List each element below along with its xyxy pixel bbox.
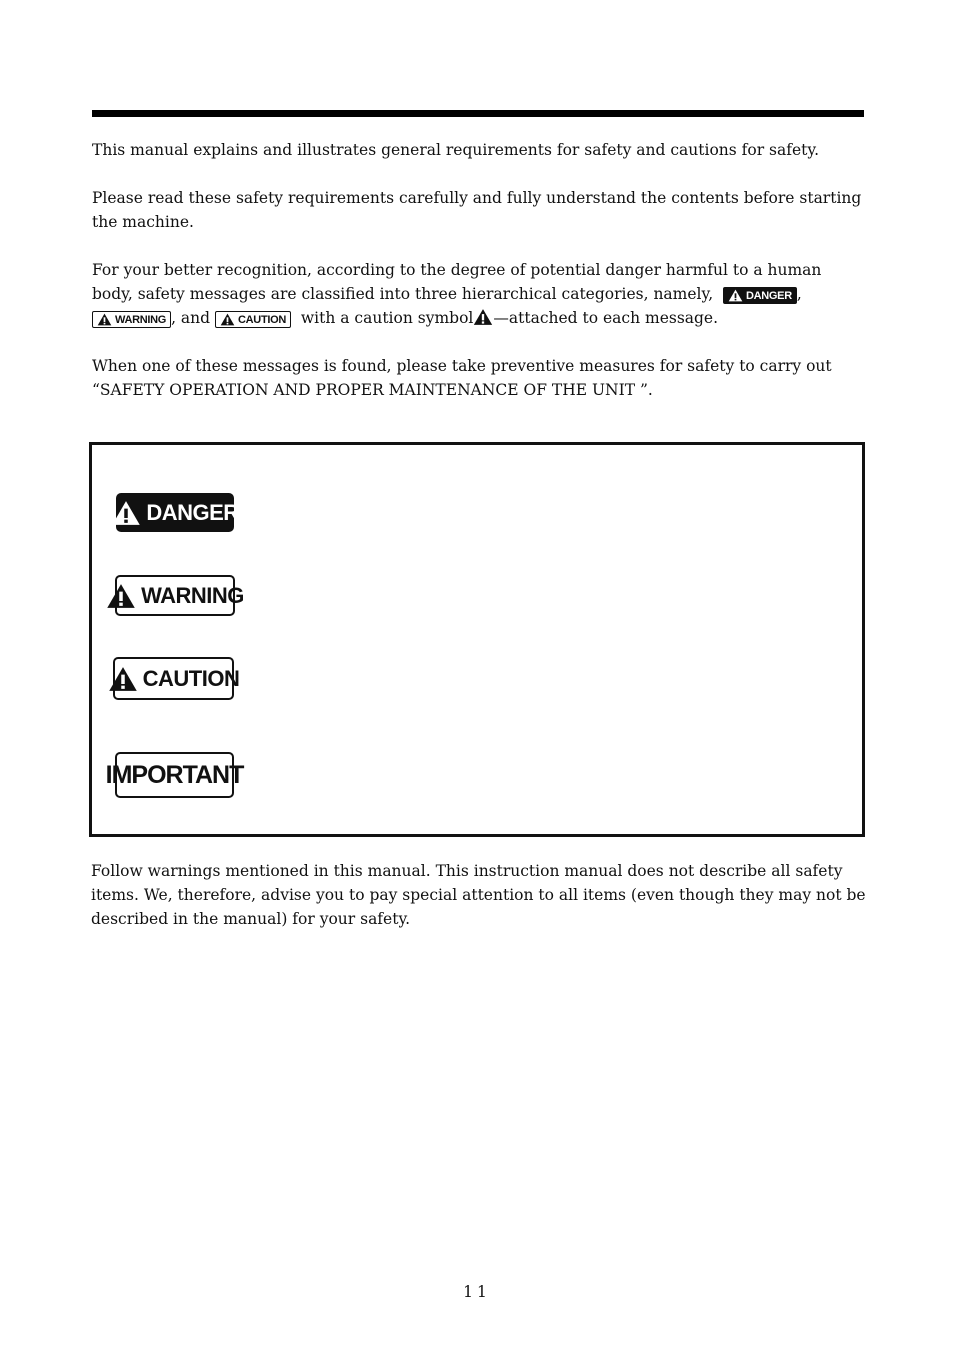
warning-sign-text: WARNING <box>141 582 244 608</box>
warning-triangle-icon <box>97 313 112 326</box>
inline-danger-label <box>723 287 797 304</box>
important-sign-text: IMPORTANT <box>105 760 244 789</box>
inline-warning-label <box>92 311 171 328</box>
warning-triangle-icon <box>111 499 141 527</box>
separator-and: , and <box>171 309 211 327</box>
outro-paragraph: Follow warnings mentioned in this manual. This instruction manual does not describe all safety items. We, therefore, advise you to pay special attention to all items (even though they may not be described in the manual) for your safety. <box>91 862 866 928</box>
section-header-rule <box>92 110 864 117</box>
safety-symbols-box <box>89 442 865 837</box>
intro-paragraph-3 <box>92 258 867 330</box>
paragraph-3-text-a: For your better recognition, according to the degree of potential danger harmful to a human body, safety messages are classified into three hierarchical categories, namely, <box>92 261 822 303</box>
important-sign <box>105 752 244 798</box>
separator-comma: , <box>796 285 802 303</box>
paragraph-3-text-c: —attached to each message. <box>493 309 719 327</box>
inline-caution-text: CAUTION <box>238 313 287 326</box>
danger-sign <box>116 493 239 532</box>
page-number: 11 <box>463 1283 491 1301</box>
inline-danger-text: DANGER <box>745 289 792 302</box>
caution-symbol-icon <box>473 308 493 326</box>
caution-sign <box>113 657 240 700</box>
intro-paragraph-1: This manual explains and illustrates general requirements for safety and cautions for safety. <box>92 141 820 159</box>
warning-triangle-icon <box>106 582 136 610</box>
intro-paragraph-2: Please read these safety requirements carefully and fully understand the contents before starting the machine. <box>92 189 862 231</box>
danger-sign-text: DANGER <box>146 499 239 525</box>
warning-triangle-icon <box>108 665 138 693</box>
warning-triangle-icon <box>728 289 743 302</box>
warning-sign <box>115 575 244 616</box>
caution-sign-text: CAUTION <box>142 665 240 691</box>
intro-paragraph-4: When one of these messages is found, please take preventive measures for safety to carry out “SAFETY OPERATION AND PROPER MAINTENANCE OF THE UNIT ”. <box>92 357 832 399</box>
inline-caution-label <box>215 311 291 328</box>
warning-triangle-icon <box>220 313 235 326</box>
paragraph-3-text-b: with a caution symbol <box>300 309 474 327</box>
inline-warning-text: WARNING <box>115 313 167 326</box>
